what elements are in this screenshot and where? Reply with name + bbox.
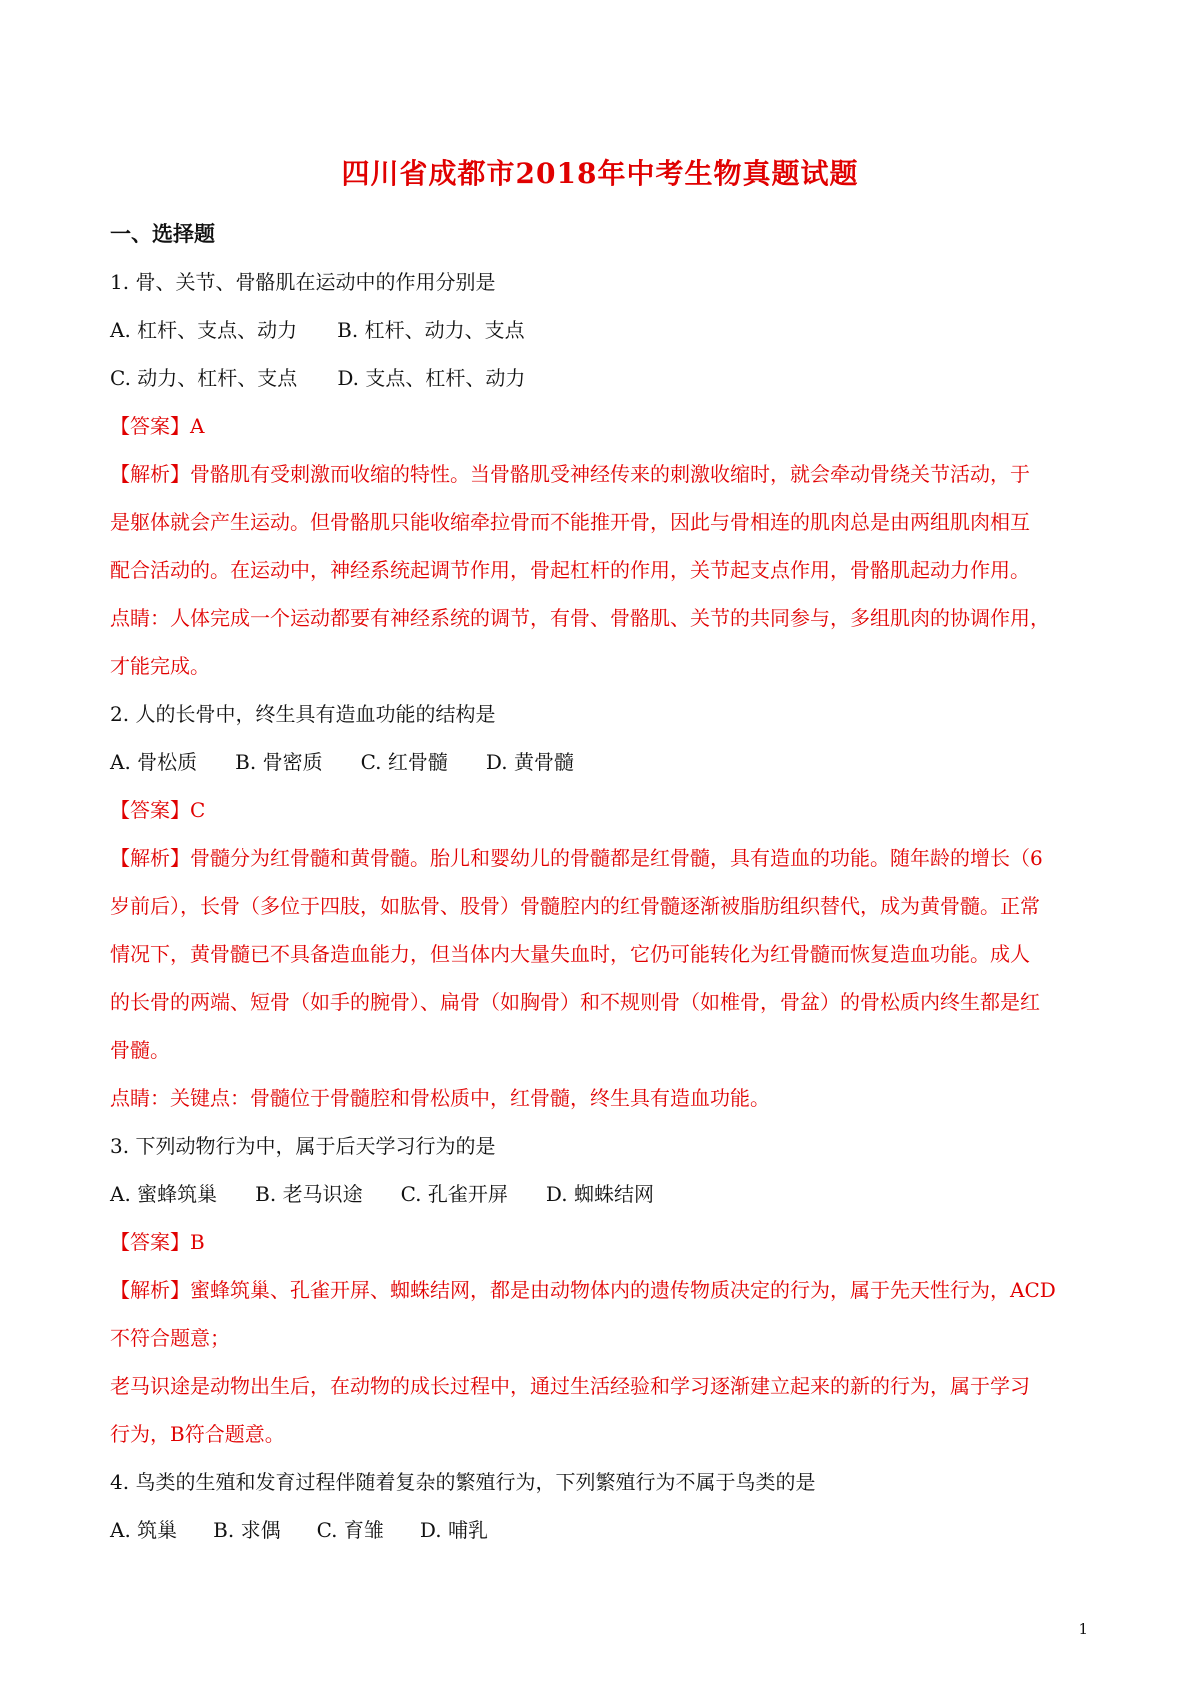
option: B. 骨密质: [235, 750, 323, 774]
option: D. 哺乳: [419, 1518, 488, 1542]
question-1-analysis-line: 才能完成。: [110, 654, 210, 678]
question-3-answer: 【答案】B: [110, 1230, 205, 1254]
option: B. 杠杆、动力、支点: [337, 318, 525, 342]
option: B. 老马识途: [255, 1182, 363, 1206]
option: A. 筑巢: [110, 1518, 178, 1542]
option: D. 蜘蛛结网: [545, 1182, 654, 1206]
question-2-analysis-line: 岁前后），长骨（多位于四肢，如肱骨、股骨）骨髓腔内的红骨髓逐渐被脂肪组织替代，成为黄骨髓。正常: [110, 894, 1040, 918]
page-number: 1: [1078, 1620, 1088, 1638]
question-2-answer: 【答案】C: [110, 798, 206, 822]
question-4-options: [110, 1506, 1100, 1554]
question-2-options: [110, 738, 1100, 786]
option: B. 求偶: [213, 1518, 281, 1542]
question-2-analysis-line: 骨髓。: [110, 1038, 170, 1062]
option: A. 杠杆、支点、动力: [110, 318, 298, 342]
option: D. 黄骨髓: [485, 750, 574, 774]
question-1-analysis-line: 是躯体就会产生运动。但骨骼肌只能收缩牵拉骨而不能推开骨，因此与骨相连的肌肉总是由两组肌肉相互: [110, 510, 1030, 534]
question-list: [110, 258, 1100, 1554]
option: C. 育雏: [316, 1518, 384, 1542]
option: C. 红骨髓: [360, 750, 448, 774]
question-2-analysis-line: 情况下，黄骨髓已不具备造血能力，但当体内大量失血时，它仍可能转化为红骨髓而恢复造血功能。成人: [110, 942, 1030, 966]
question-3-analysis-line: 不符合题意；: [110, 1326, 230, 1350]
question-3-options: [110, 1170, 1100, 1218]
question-3-analysis-line: 行为，B符合题意。: [110, 1422, 285, 1446]
option: D. 支点、杠杆、动力: [337, 366, 526, 390]
option: A. 骨松质: [110, 750, 198, 774]
question-2-stem: 2. 人的长骨中，终生具有造血功能的结构是: [110, 702, 496, 726]
question-1-analysis-line: 配合活动的。在运动中，神经系统起调节作用，骨起杠杆的作用，关节起支点作用，骨骼肌起动力作用。: [110, 558, 1030, 582]
question-1-analysis-line: 点睛：人体完成一个运动都要有神经系统的调节，有骨、骨骼肌、关节的共同参与，多组肌肉的协调作用，: [110, 606, 1050, 630]
option: C. 动力、杠杆、支点: [110, 366, 298, 390]
question-3-analysis-line: 【解析】蜜蜂筑巢、孔雀开屏、蜘蛛结网，都是由动物体内的遗传物质决定的行为，属于先天性行为，ACD: [110, 1278, 1056, 1302]
question-2-analysis-line: 的长骨的两端、短骨（如手的腕骨）、扁骨（如胸骨）和不规则骨（如椎骨，骨盆）的骨松质内终生都是红: [110, 990, 1040, 1014]
question-2-analysis-line: 【解析】骨髓分为红骨髓和黄骨髓。胎儿和婴幼儿的骨髓都是红骨髓，具有造血的功能。随年龄的增长（6: [110, 846, 1043, 870]
question-1-analysis-line: 【解析】骨骼肌有受刺激而收缩的特性。当骨骼肌受神经传来的刺激收缩时，就会牵动骨绕关节活动，于: [110, 462, 1030, 486]
question-1-options-row-1: [110, 306, 1100, 354]
question-1-answer: 【答案】A: [110, 414, 205, 438]
question-3-analysis-line: 老马识途是动物出生后，在动物的成长过程中，通过生活经验和学习逐渐建立起来的新的行为，属于学习: [110, 1374, 1030, 1398]
option: A. 蜜蜂筑巢: [110, 1182, 218, 1206]
option: C. 孔雀开屏: [400, 1182, 508, 1206]
question-3-stem: 3. 下列动物行为中，属于后天学习行为的是: [110, 1134, 496, 1158]
question-4-stem: 4. 鸟类的生殖和发育过程伴随着复杂的繁殖行为，下列繁殖行为不属于鸟类的是: [110, 1470, 816, 1494]
page-title: 四川省成都市2018年中考生物真题试题: [341, 157, 859, 190]
section-heading: 一、选择题: [110, 221, 215, 246]
question-1-options-row-2: [110, 354, 1100, 402]
question-1-stem: 1. 骨、关节、骨骼肌在运动中的作用分别是: [110, 270, 496, 294]
question-2-analysis-line: 点睛：关键点：骨髓位于骨髓腔和骨松质中，红骨髓，终生具有造血功能。: [110, 1086, 770, 1110]
